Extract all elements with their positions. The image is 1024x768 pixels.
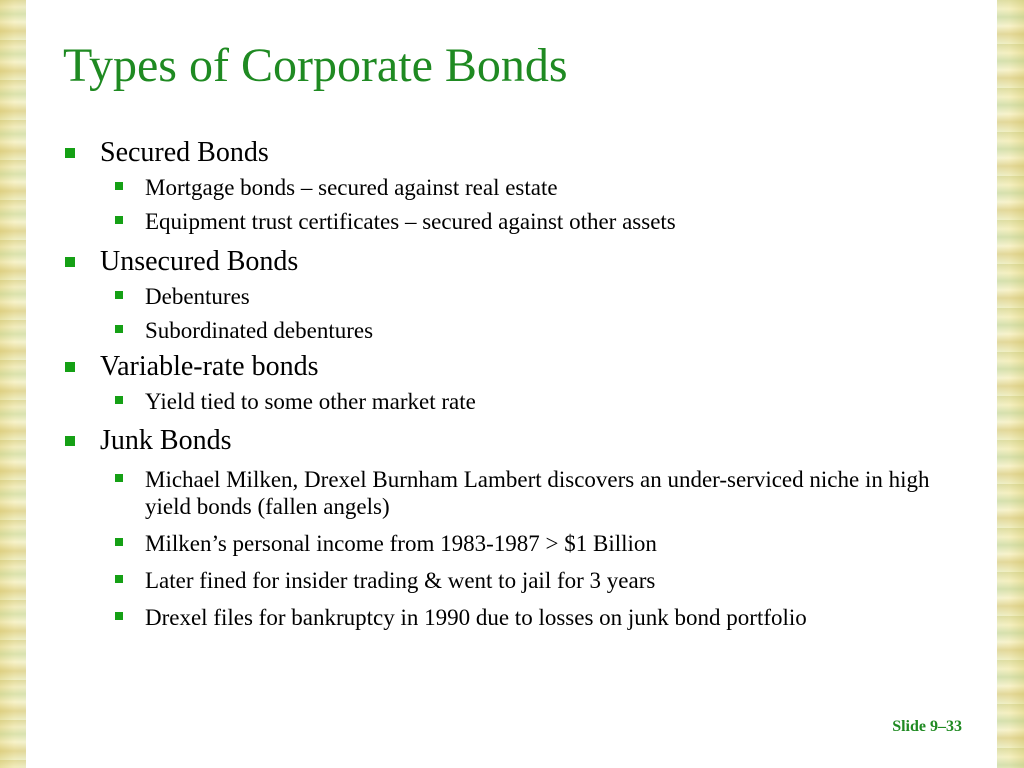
sub-bullet-text: Equipment trust certificates – secured against other assets bbox=[145, 209, 676, 234]
sub-bullet-text: Later fined for insider trading & went to jail for 3 years bbox=[145, 568, 656, 593]
square-bullet-icon bbox=[115, 474, 123, 482]
section-heading: Secured Bonds bbox=[100, 137, 269, 168]
slide-body bbox=[62, 136, 972, 631]
slide-number: Slide 9–33 bbox=[892, 718, 962, 735]
sub-bullet-text: Milken’s personal income from 1983-1987 > $1 Billion bbox=[145, 531, 657, 556]
bullet-junk-bonds bbox=[62, 424, 972, 458]
square-bullet-icon bbox=[115, 182, 123, 190]
sub-bullet-yield-tied bbox=[100, 388, 972, 415]
sub-bullet-text: Drexel files for bankruptcy in 1990 due to losses on junk bond portfolio bbox=[145, 605, 807, 630]
sub-bullet-text: Subordinated debentures bbox=[145, 318, 374, 343]
decorative-left-border bbox=[0, 0, 26, 768]
sub-bullet-text: Yield tied to some other market rate bbox=[145, 389, 476, 414]
square-bullet-icon bbox=[115, 291, 123, 299]
square-bullet-icon bbox=[65, 257, 75, 267]
square-bullet-icon bbox=[115, 396, 123, 404]
square-bullet-icon bbox=[65, 436, 75, 446]
sub-bullet-text: Mortgage bonds – secured against real estate bbox=[145, 175, 558, 200]
bullet-unsecured-bonds bbox=[62, 245, 972, 279]
sub-bullet-milken-drexel bbox=[100, 466, 972, 520]
sub-bullet-drexel-bankruptcy bbox=[100, 604, 972, 631]
sub-bullet-milken-income bbox=[100, 530, 972, 557]
square-bullet-icon bbox=[115, 538, 123, 546]
sub-bullet-equipment-trust bbox=[100, 208, 972, 235]
decorative-right-border bbox=[997, 0, 1024, 768]
square-bullet-icon bbox=[65, 148, 75, 158]
section-heading: Unsecured Bonds bbox=[100, 246, 299, 277]
sub-bullet-mortgage-bonds bbox=[100, 174, 972, 201]
sub-bullet-subordinated-debentures bbox=[100, 317, 972, 344]
bullet-variable-rate-bonds bbox=[62, 350, 972, 384]
sub-bullet-text: Michael Milken, Drexel Burnham Lambert discovers an under-serviced niche in high yield bonds (fallen angels) bbox=[145, 467, 930, 519]
square-bullet-icon bbox=[115, 612, 123, 620]
square-bullet-icon bbox=[115, 325, 123, 333]
slide-title: Types of Corporate Bonds bbox=[63, 39, 568, 92]
section-heading: Junk Bonds bbox=[100, 425, 232, 456]
sub-bullet-text: Debentures bbox=[145, 284, 250, 309]
bullet-secured-bonds bbox=[62, 136, 972, 170]
sub-bullet-insider-trading bbox=[100, 567, 972, 594]
square-bullet-icon bbox=[115, 216, 123, 224]
square-bullet-icon bbox=[115, 575, 123, 583]
square-bullet-icon bbox=[65, 362, 75, 372]
section-heading: Variable-rate bonds bbox=[100, 351, 319, 382]
sub-bullet-debentures bbox=[100, 283, 972, 310]
